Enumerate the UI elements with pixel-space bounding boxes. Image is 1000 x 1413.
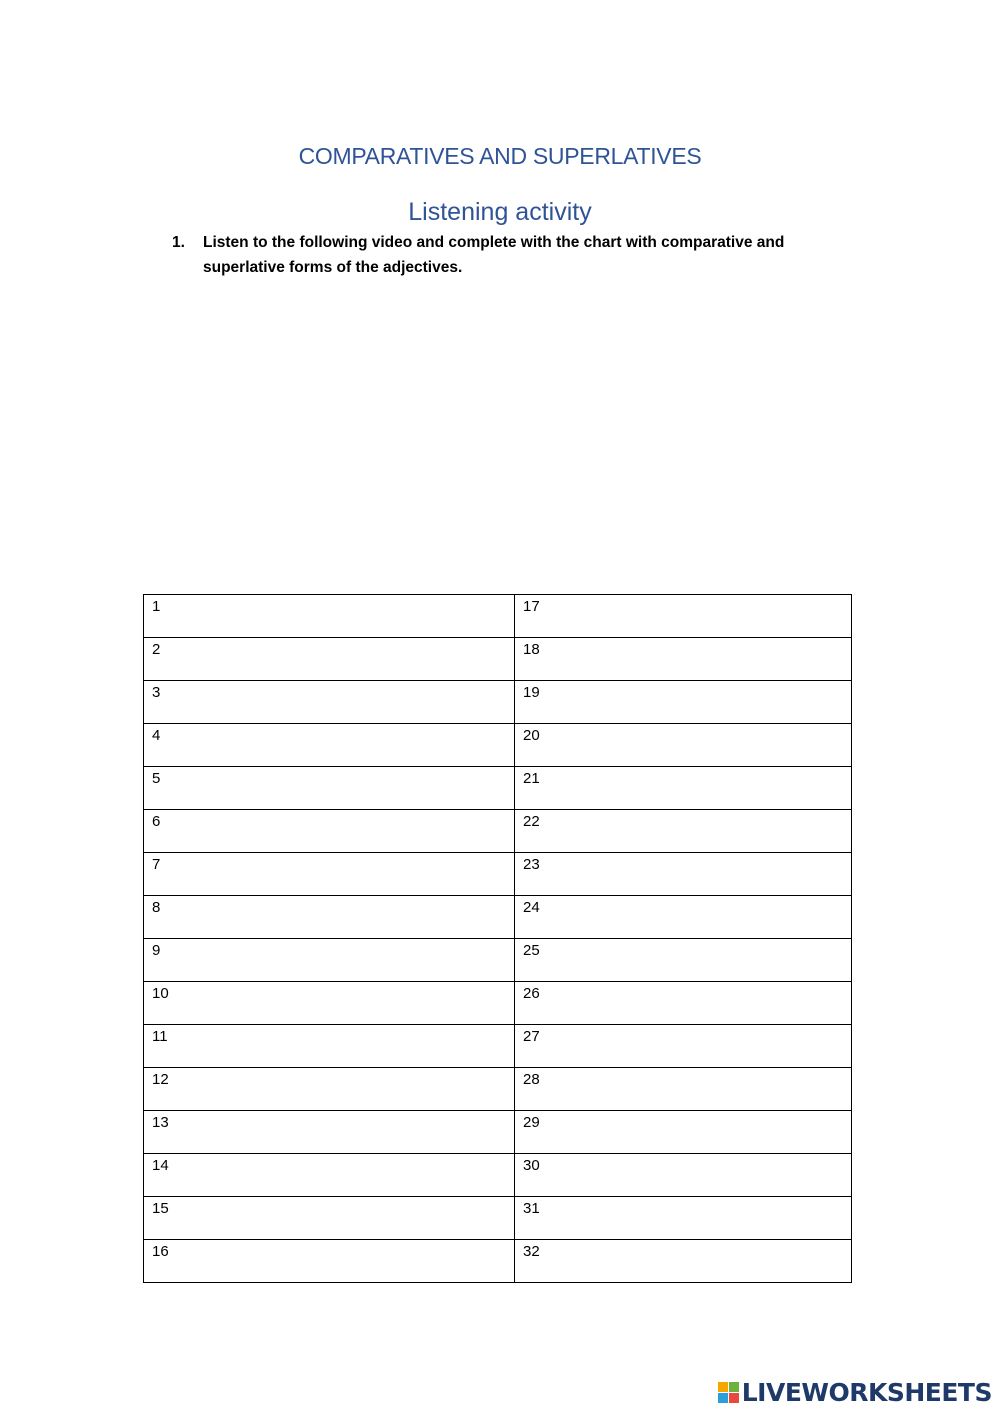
table-row: [144, 1111, 852, 1154]
table-row: [144, 982, 852, 1025]
answer-cell[interactable]: 17: [515, 595, 852, 638]
answer-cell[interactable]: 15: [144, 1197, 515, 1240]
table-row: [144, 1068, 852, 1111]
answer-cell[interactable]: 27: [515, 1025, 852, 1068]
answer-cell[interactable]: 8: [144, 896, 515, 939]
table-row: [144, 1154, 852, 1197]
page-title: COMPARATIVES AND SUPERLATIVES: [298, 143, 702, 169]
answer-cell[interactable]: 9: [144, 939, 515, 982]
table-row: [144, 896, 852, 939]
liveworksheets-logo-icon: [718, 1382, 739, 1403]
answer-cell[interactable]: 1: [144, 595, 515, 638]
answer-cell[interactable]: 24: [515, 896, 852, 939]
answer-cell[interactable]: 13: [144, 1111, 515, 1154]
answer-cell[interactable]: 10: [144, 982, 515, 1025]
answer-cell[interactable]: 11: [144, 1025, 515, 1068]
table-row: [144, 939, 852, 982]
answer-cell[interactable]: 6: [144, 810, 515, 853]
table-row: [144, 810, 852, 853]
answer-cell[interactable]: 5: [144, 767, 515, 810]
answer-cell[interactable]: 23: [515, 853, 852, 896]
instruction-number: 1.: [172, 234, 185, 251]
table-row: [144, 853, 852, 896]
answer-cell[interactable]: 2: [144, 638, 515, 681]
answer-cell[interactable]: 22: [515, 810, 852, 853]
page-subtitle: Listening activity: [408, 198, 592, 226]
answer-cell[interactable]: 28: [515, 1068, 852, 1111]
answer-cell[interactable]: 31: [515, 1197, 852, 1240]
table-row: [144, 1240, 852, 1283]
answer-cell[interactable]: 30: [515, 1154, 852, 1197]
answer-cell[interactable]: 26: [515, 982, 852, 1025]
answer-cell[interactable]: 29: [515, 1111, 852, 1154]
answer-cell[interactable]: 7: [144, 853, 515, 896]
answer-chart: [143, 594, 852, 1283]
answer-cell[interactable]: 14: [144, 1154, 515, 1197]
answer-cell[interactable]: 25: [515, 939, 852, 982]
table-row: [144, 1197, 852, 1240]
table-row: [144, 638, 852, 681]
table-row: [144, 724, 852, 767]
liveworksheets-logo: [718, 1378, 992, 1407]
answer-cell[interactable]: 12: [144, 1068, 515, 1111]
answer-cell[interactable]: 4: [144, 724, 515, 767]
answer-cell[interactable]: 16: [144, 1240, 515, 1283]
logo-text: LIVEWORKSHEETS: [741, 1378, 992, 1407]
table-row: [144, 681, 852, 724]
table-row: [144, 1025, 852, 1068]
table-row: [144, 595, 852, 638]
instruction-text: Listen to the following video and complete with the chart with comparative and superlative forms of the adjectives.: [203, 234, 785, 276]
answer-cell[interactable]: 32: [515, 1240, 852, 1283]
answer-cell[interactable]: 19: [515, 681, 852, 724]
table-row: [144, 767, 852, 810]
answer-cell[interactable]: 18: [515, 638, 852, 681]
answer-cell[interactable]: 3: [144, 681, 515, 724]
answer-cell[interactable]: 20: [515, 724, 852, 767]
answer-cell[interactable]: 21: [515, 767, 852, 810]
instruction: [172, 230, 832, 280]
